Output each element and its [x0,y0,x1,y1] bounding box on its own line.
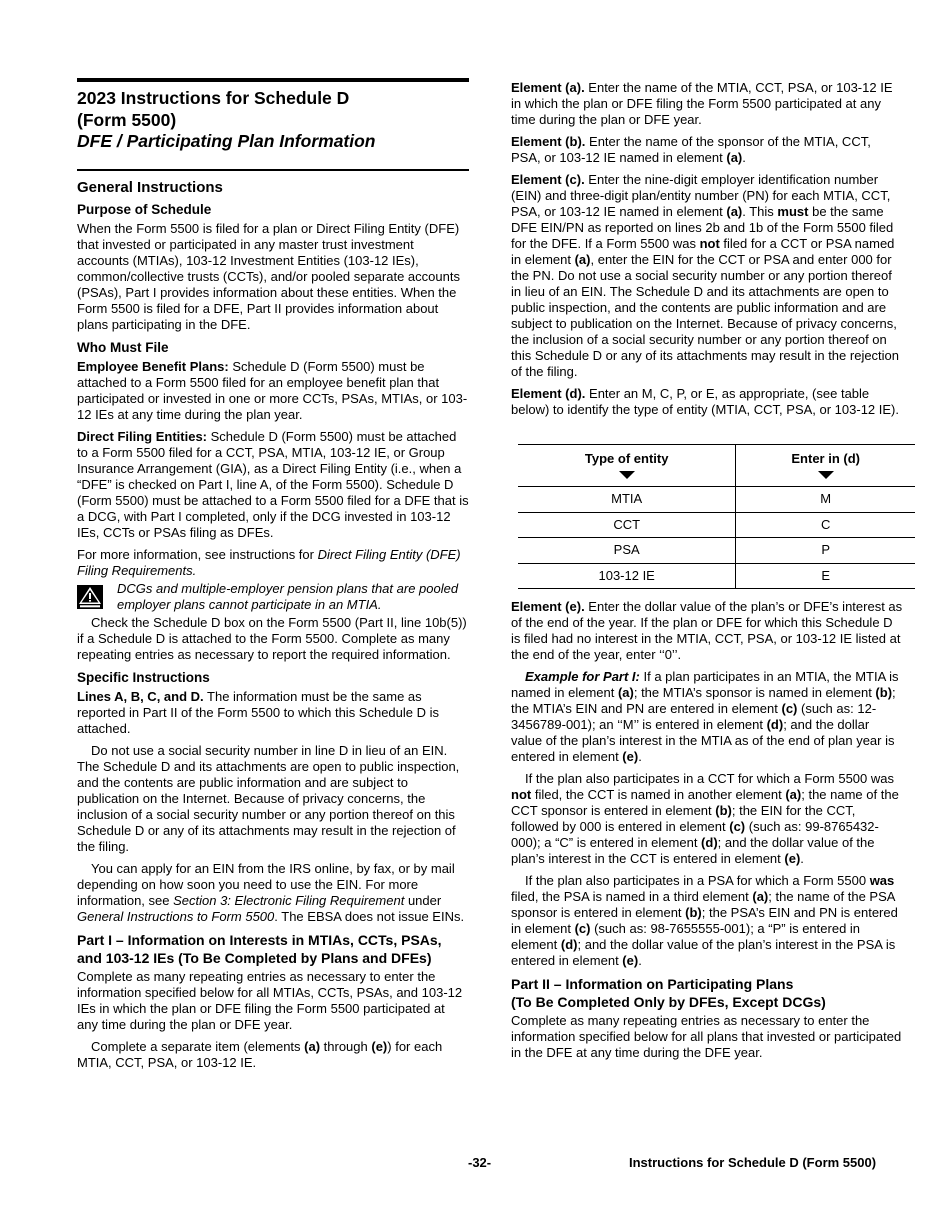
cct-text: ; and the dollar value of the plan’s interest in the CCT is entered in element [511,835,875,866]
page-number: -32- [468,1155,492,1170]
general-instructions-heading: General Instructions [77,178,223,196]
ein-ref-2: General Instructions to Form 5500 [77,908,275,924]
direct-filing-entities-paragraph [77,429,469,541]
part-1-heading: Part I – Information on Interests in MTIAs, CCTs, PSAs, and 103-12 IEs (To Be Completed by Plans and DFEs) [77,931,442,966]
ref: (b) [875,685,893,700]
caution-icon [77,585,103,609]
example-text: ; the MTIA’s EIN and PN are entered in element [511,685,896,716]
example-text: If a plan participates in an MTIA, the MTIA is named in element [511,669,899,700]
entity-type-table [518,444,915,589]
purpose-paragraph: When the Form 5500 is filed for a plan or Direct Filing Entity (DFE) that invested or participated in any master trust investment accounts (MTIAs), 103-12 Investment Entities (103-12 IEs), common/collective trusts (CCTs), and/or pooled separate accounts (PSAs), Part I provides information about these entities. When the Form 5500 is filed for a DFE, Part II provides information about plans participating in the DFE. [77,220,460,332]
more-info-text: For more information, see instructions for [77,546,318,562]
specific-instructions-heading: Specific Instructions [77,669,210,685]
example-text: . [638,749,642,764]
element-a-text: Enter the name of the MTIA, CCT, PSA, or 103-12 IE in which the plan or DFE filing the Form 5500 participated at any time during the plan or DFE year. [511,80,893,127]
sep-ref-e: (e) [371,1038,388,1054]
element-c-ref-2: (a) [574,252,591,267]
element-c-text-4: filed for a CCT or PSA named in element [511,236,895,267]
entity-code-cell: E [736,563,915,589]
entity-type-cell: CCT [518,512,736,538]
psa-text: ; the name of the PSA sponsor is entered in element [511,889,895,920]
example-text: (such as: 12-3456789-001); an ‘‘M’’ is entered in element [511,701,877,732]
left-column [77,78,469,1077]
part-2-heading [511,975,903,1011]
separate-item-paragraph [77,1039,469,1071]
sep-ref-a: (a) [304,1038,321,1054]
sep-text-3: ) for each MTIA, CCT, PSA, or 103-12 IE. [77,1038,443,1070]
element-e-label: Element (e). [511,599,585,614]
element-c-text-5: , enter the EIN for the CCT or PSA and enter 000 for the PN. Do not use a social security number or any portion thereof in lieu of an EIN. The Schedule D and its attachments are open to public inspection, and the contents are public information and are subject to publication on the Internet. Because of privacy concerns, the inclusion of a social security number or any portion thereof on this Schedule D or any of its attachments may result in the rejection of the filing. [511,252,900,379]
ref: (c) [574,921,591,936]
table-row [518,512,915,538]
lines-text: The information must be the same as reported in Part II of the Form 5500 to which this Schedule D is attached. [77,688,440,736]
cct-text: (such as: 99-8765432-000); a “C” is entered in element [511,819,879,850]
ein-ref-1: Section 3: Electronic Filing Requirement [173,892,405,908]
cct-text: ; the name of the CCT sponsor is entered in element [511,787,899,818]
psa-text: (such as: 98-7655555-001); a “P” is entered in element [511,921,861,952]
schedule-subtitle: DFE / Participating Plan Information [77,131,376,151]
ref: (d) [560,937,578,952]
ein-text-2: under [404,892,442,908]
psa-text: filed, the PSA is named in a third element [511,889,753,904]
ref: (b) [685,905,702,920]
cct-not: not [511,787,532,802]
ref: (c) [729,819,746,834]
psa-text: ; and the dollar value of the plan’s interest in the PSA is entered in element [511,937,896,968]
ref: (b) [715,803,732,818]
entity-code-cell: M [736,487,915,513]
element-c-ref-1: (a) [726,204,743,219]
check-box-paragraph: Check the Schedule D box on the Form 5500 (Part II, line 10b(5)) if a Schedule D is attached to the Form 5500. Complete as many repeating entries as necessary to report the required information. [77,614,467,662]
example-text: ; and the dollar value of the plan’s interest in the MTIA as of the end of plan year is entered in element [511,717,895,764]
element-d-text: Enter an M, C, P, or E, as appropriate, (see table below) to identify the type of entity (MTIA, CCT, PSA, or 103-12 IE). [511,386,899,417]
entity-code-cell: C [736,512,915,538]
psa-text: If the plan also participates in a PSA for which a Form 5500 [525,873,870,888]
element-b-text: Enter the name of the sponsor of the MTIA, CCT, PSA, or 103-12 IE named in element [511,134,871,165]
part-2-heading-line-2: (To Be Completed Only by DFEs, Except DCGs) [511,994,826,1010]
caution-note [77,581,469,613]
ref: (a) [785,787,802,802]
psa-text: . [638,953,642,968]
psa-paragraph [511,873,903,969]
ssn-paragraph: Do not use a social security number in line D in lieu of an EIN. The Schedule D and its attachments are open to public inspection, and the contents are public information and are subject to publication on the Internet. Because of privacy concerns, the inclusion of a social security number or any portion thereof on this Schedule D or any of its attachments may result in the rejection of the filing. [77,742,460,854]
element-e-text: Enter the dollar value of the plan’s or DFE’s interest as of the end of the year. If the plan or DFE for which this Schedule D is filed had no interest in the MTIA, CCT, PSA, or 103-12 IE listed at the end of the year, enter ‘‘0’’. [511,599,903,662]
down-arrow-icon [818,471,834,479]
element-d-paragraph [511,386,903,418]
dfe-text: Schedule D (Form 5500) must be attached to a Form 5500 filed for a CCT, PSA, MTIA, 103-12 IE, or Group Insurance Arrangement (GIA), as a Direct Filing Entity (i.e., when a “DFE” is checked on Part I, line A, of the Form 5500). Schedule D (Form 5500) must be attached to a Form 5500 filed for a DFE that is a DCG, with Part I completed, only if the DCG invested in 103-12 IEs, CCTs or PSAs filing as DFEs. [77,428,469,540]
element-d-label: Element (d). [511,386,586,401]
element-c-paragraph [511,172,903,380]
form-number: (Form 5500) [77,109,177,130]
entity-type-cell: MTIA [518,487,736,513]
table-row [518,538,915,564]
cct-text: ; the EIN for the CCT, followed by 000 is entered in element [511,803,856,834]
ref: (a) [617,685,634,700]
table-header-type [518,445,736,487]
entity-type-cell: PSA [518,538,736,564]
sep-text-2: through [320,1038,372,1054]
down-arrow-icon [619,471,635,479]
element-e-paragraph [511,599,903,663]
ref: (a) [752,889,769,904]
ein-paragraph [77,861,469,925]
element-a-paragraph [511,80,903,128]
part-1-intro: Complete as many repeating entries as necessary to enter the information specified below for all MTIAs, CCTs, PSAs, and 103-12 IEs in which the plan or DFE filing the Form 5500 participated at any time during the plan or DFE year. [77,968,463,1032]
purpose-heading: Purpose of Schedule [77,201,212,217]
ebp-label: Employee Benefit Plans: [77,358,229,374]
element-b-label: Element (b). [511,134,586,149]
lines-label: Lines A, B, C, and D. [77,688,204,704]
cct-text: filed, the CCT is named in another element [531,787,786,802]
part-2-heading-line-1: Part II – Information on Participating Plans [511,976,794,992]
more-info-ref: Direct Filing Entity (DFE) Filing Requirements. [77,546,461,578]
part-2-paragraph: Complete as many repeating entries as necessary to enter the information specified below for all plans that invested or participated in the DFE at any time during the DFE year. [511,1013,902,1060]
element-c-text-3: be the same DFE EIN/PN as reported on lines 2b and 1b of the Form 5500 filed for the DFE. If a Form 5500 was [511,204,894,251]
caution-text: DCGs and multiple-employer pension plans that are pooled employer plans cannot participate in an MTIA. [117,580,459,612]
who-must-file-heading: Who Must File [77,339,169,355]
element-c-must: must [777,204,809,219]
table-row [518,487,915,513]
ref: (d) [766,717,784,732]
element-c-label: Element (c). [511,172,585,187]
psa-text: ; the PSA’s EIN and PN is entered in element [511,905,898,936]
footer-title: Instructions for Schedule D (Form 5500) [629,1155,877,1170]
more-info-paragraph [77,547,469,579]
sep-text-1: Complete a separate item (elements [91,1038,305,1054]
ebp-text: Schedule D (Form 5500) must be attached to a Form 5500 filed for an employee benefit plan that participated or invested in one or more CCTs, PSAs, MTIAs, or 103-12 IEs at any time during the plan year. [77,358,468,422]
element-b-ref: (a) [726,150,743,165]
element-a-label: Element (a). [511,80,585,95]
col-type-label: Type of entity [584,451,669,466]
example-paragraph [511,669,903,765]
ein-text-1: You can apply for an EIN from the IRS online, by fax, or by mail depending on how soon you need to use the EIN. For more information, see [77,860,455,908]
example-text: ; the MTIA’s sponsor is named in element [633,685,876,700]
element-b-paragraph: Element (b). Enter the name of the sponsor of the MTIA, CCT, PSA, or 103-12 IE named in element (a). [511,134,871,165]
element-c-not: not [699,236,720,251]
psa-was: was [869,873,895,888]
ref: (e) [622,953,639,968]
table-row [518,563,915,589]
ref: (d) [701,835,718,850]
title-block [77,78,469,171]
element-c-text-1: Enter the nine-digit employer identification number (EIN) and three-digit plan/entity number (PN) for each MTIA, CCT, PSA, or 103-12 IE named in element [511,172,891,219]
dfe-label: Direct Filing Entities: [77,428,208,444]
right-column [511,80,903,1067]
cct-paragraph [511,771,903,867]
page-title: 2023 Instructions for Schedule D [77,88,350,108]
employee-benefit-plans-paragraph [77,359,469,423]
ref: (c) [781,701,798,716]
ref: (e) [784,851,801,866]
cct-text: If the plan also participates in a CCT for which a Form 5500 was [525,771,894,786]
cct-text: . [800,851,804,866]
element-c-text-2: . This [742,204,778,219]
ein-text-3: . The EBSA does not issue EINs. [274,908,465,924]
ref: (e) [622,749,639,764]
table-header-code [736,445,915,487]
entity-type-cell: 103-12 IE [518,563,736,589]
lines-abcd-paragraph [77,689,469,737]
table-header-row [518,445,915,487]
example-label: Example for Part I: [525,669,640,684]
entity-code-cell: P [736,538,915,564]
col-code-label: Enter in (d) [791,451,860,466]
